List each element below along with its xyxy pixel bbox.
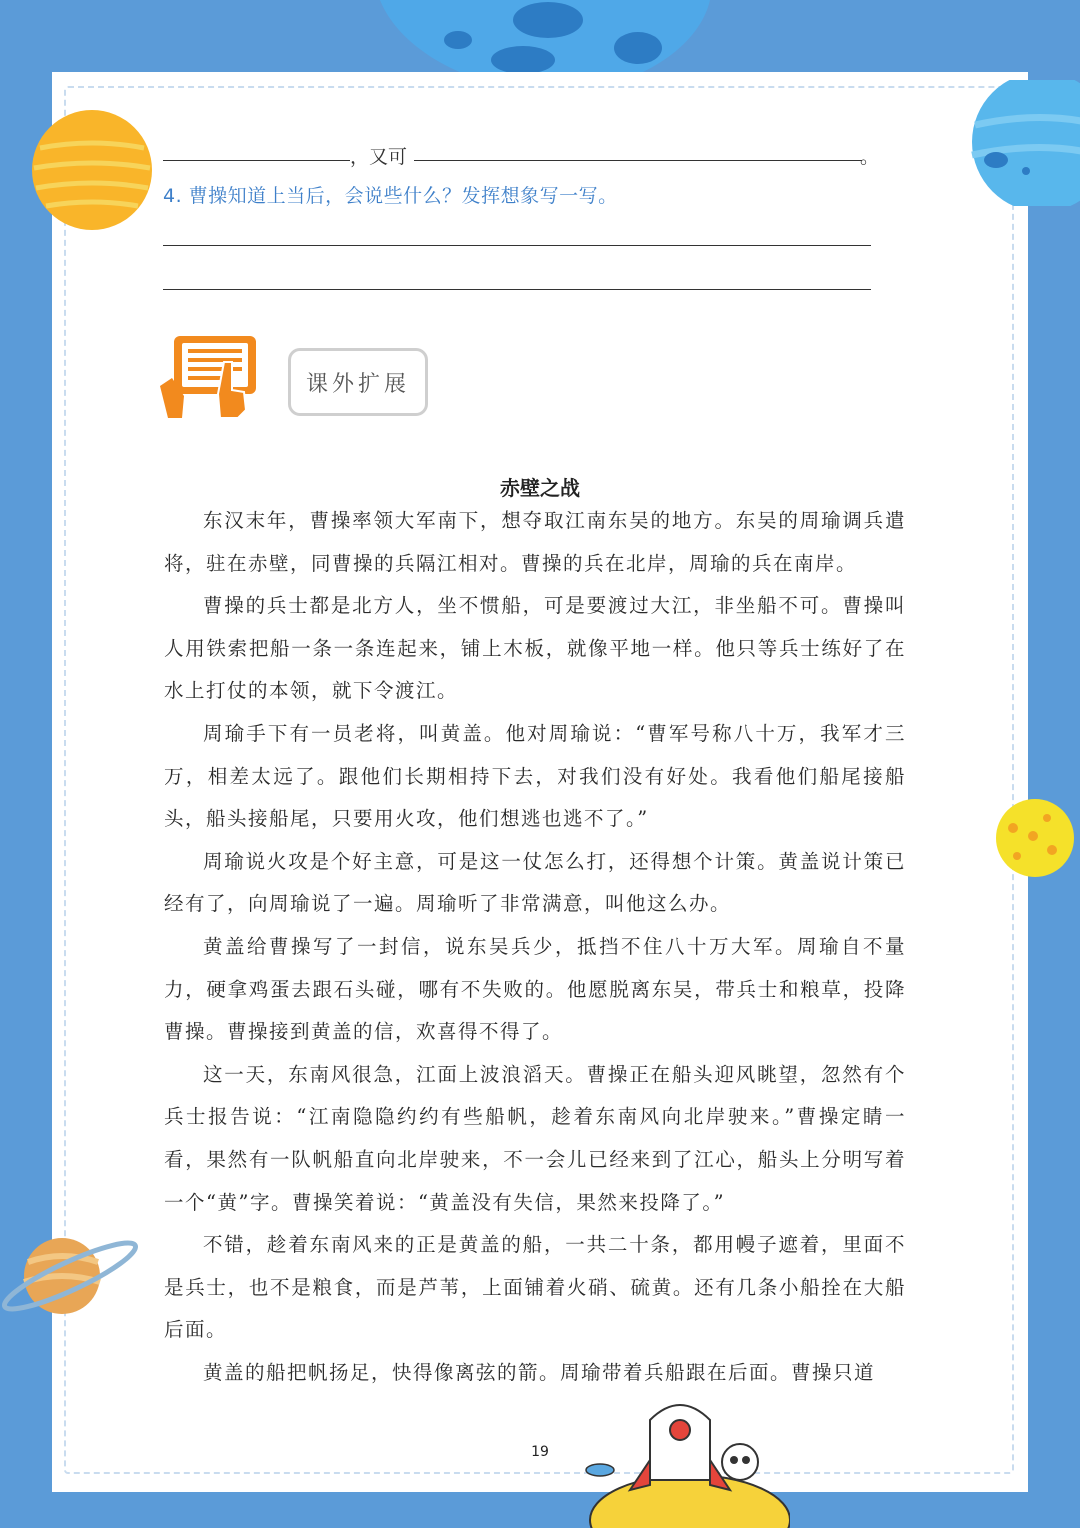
article-title: 赤壁之战 <box>500 476 580 500</box>
section-heading-label: 课外扩展 <box>305 371 410 397</box>
article-paragraph-8: 黄盖的船把帆扬足，快得像离弦的箭。周瑜带着兵船跟在后面。曹操只道 <box>203 1360 876 1384</box>
fill-in-end-text: 。 <box>860 146 880 168</box>
article-paragraph-3: 周瑜手下有一员老将，叫黄盖。他对周瑜说：“曹军号称八十万，我军才三万，相差太远了。跟他们长期相持下去，对我们没有好处。我看他们船尾接船头，船头接船尾，只要用火攻，他们想逃也逃不了。” <box>164 721 906 831</box>
question-4-text: 4. 曹操知道上当后，会说些什么？发挥想象写一写。 <box>163 185 618 207</box>
article-paragraph-6: 这一天，东南风很急，江面上波浪滔天。曹操正在船头迎风眺望，忽然有个兵士报告说：“江南隐隐约约有些船帆，趁着东南风向北岸驶来。”曹操定睛一看，果然有一队帆船直向北岸驶来，不一会儿已经来到了江心，船头上分明写着一个“黄”字。曹操笑着说：“黄盖没有失信，果然来投降了。” <box>164 1062 906 1214</box>
answer-line-1b[interactable] <box>414 160 862 161</box>
tablet-touch-icon <box>158 334 260 426</box>
answer-line-1a[interactable] <box>163 160 350 161</box>
answer-line-3[interactable] <box>163 289 871 290</box>
article-body <box>164 500 906 1394</box>
light-blue-planet-decoration <box>970 80 1080 206</box>
orange-planet-decoration <box>30 108 155 233</box>
yellow-moon-decoration <box>995 798 1075 878</box>
article-paragraph-7: 不错，趁着东南风来的正是黄盖的船，一共二十条，都用幔子遮着，里面不是兵士，也不是粮食，而是芦苇，上面铺着火硝、硫黄。还有几条小船拴在大船后面。 <box>164 1233 906 1342</box>
answer-line-2[interactable] <box>163 245 871 246</box>
section-heading-box <box>288 348 428 416</box>
article-paragraph-2: 曹操的兵士都是北方人，坐不惯船，可是要渡过大江，非坐船不可。曹操叫人用铁索把船一条一条连起来，铺上木板，就像平地一样。他只等兵士练好了在水上打仗的本领，就下令渡江。 <box>164 594 906 703</box>
article-paragraph-4: 周瑜说火攻是个好主意，可是这一仗怎么打，还得想个计策。黄盖说计策已经有了，向周瑜说了一遍。周瑜听了非常满意，叫他这么办。 <box>164 849 906 916</box>
article-paragraph-5: 黄盖给曹操写了一封信，说东吴兵少，抵挡不住八十万大军。周瑜自不量力，硬拿鸡蛋去跟石头碰，哪有不失败的。他愿脱离东吴，带兵士和粮草，投降曹操。曹操接到黄盖的信，欢喜得不得了。 <box>164 934 906 1044</box>
saturn-planet-decoration <box>0 1230 140 1330</box>
fill-in-connector-text: ，又可 <box>350 146 408 168</box>
article-paragraph-1: 东汉末年，曹操率领大军南下，想夺取江南东吴的地方。东吴的周瑜调兵遣将，驻在赤壁，同曹操的兵隔江相对。曹操的兵在北岸，周瑜的兵在南岸。 <box>164 509 906 575</box>
page-number: 19 <box>531 1444 549 1460</box>
